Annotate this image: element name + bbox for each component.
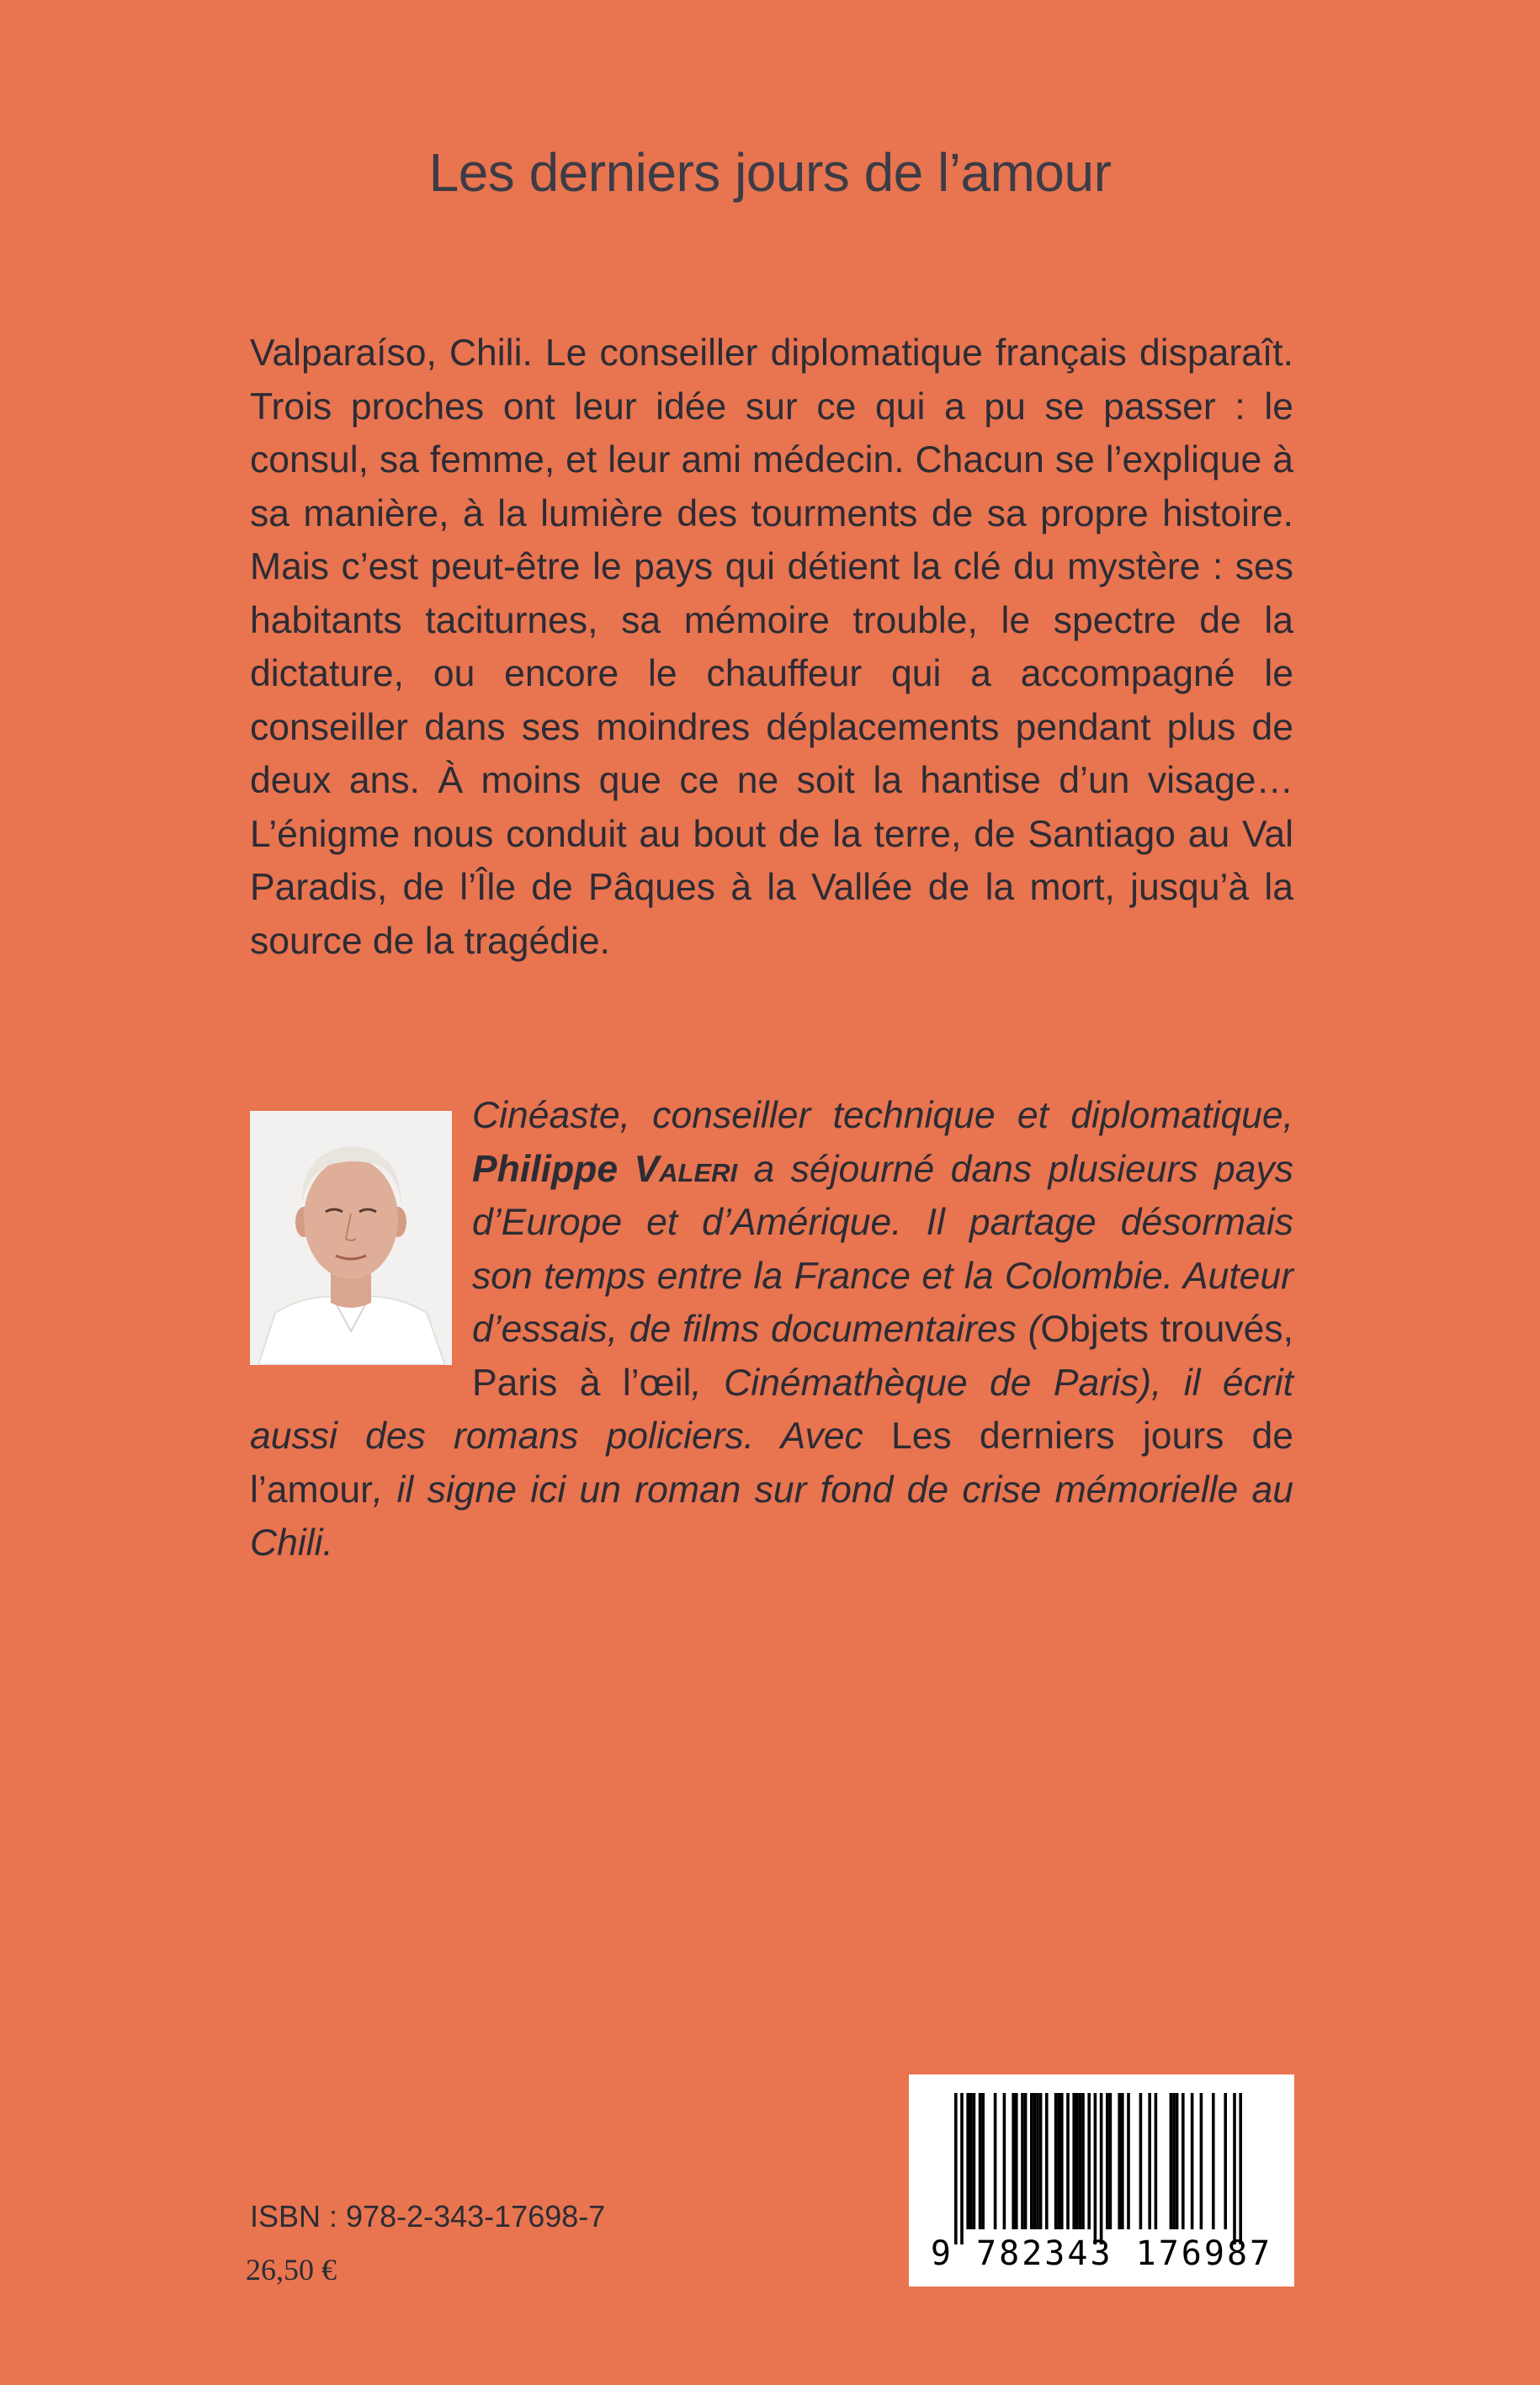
barcode-bar — [1033, 2093, 1037, 2229]
barcode-bar — [1172, 2093, 1176, 2229]
barcode-bar — [1200, 2093, 1203, 2229]
bio-part-2: a séjourné dans plusieurs pays d’Europe et d’Amérique. Il partage désormais son temps entre la France et la Colombie. Auteur d’essais, de films documentaires ( — [472, 1148, 1293, 1350]
barcode-bar — [994, 2093, 997, 2229]
book-title: Les derniers jours de l’amour — [428, 142, 1112, 203]
bio-part-1: Cinéaste, conseiller technique et diplomatique, — [472, 1095, 1293, 1136]
bio-separator: , — [691, 1362, 725, 1404]
barcode-bar — [969, 2093, 973, 2229]
barcode-bar — [1212, 2093, 1215, 2229]
barcode-bar — [1176, 2093, 1179, 2229]
barcode-bar — [1081, 2093, 1085, 2229]
barcode — [909, 2074, 1294, 2287]
barcode-bar — [1015, 2093, 1018, 2229]
barcode-bar — [1109, 2093, 1113, 2229]
barcode-bar — [1155, 2093, 1158, 2229]
barcode-bar — [1127, 2093, 1130, 2229]
author-first-name: Philippe — [472, 1148, 635, 1190]
barcode-bar — [1139, 2093, 1143, 2229]
blurb-text: Valparaíso, Chili. Le conseiller diplomatique français disparaît. Trois proches ont leur idée sur ce qui a pu se passer : le consul, sa femme, et leur ami médecin. Chacun se l’explique à sa manière, à la lumière des tourments de sa propre histoire. Mais c’est peut-être le pays qui détient la clé du mystère : ses habitants taciturnes, sa mémoire trouble, le spectre de la dictature, ou encore le chauffeur qui a accompagné le conseiller dans ses moindres déplacements pendant plus de deux ans. À moins que ce ne soit la hantise d’un visage… L’énigme nous conduit au bout de la terre, de Santiago au Val Paradis, de l’Île de Pâques à la Vallée de la mort, jusqu’à la source de la tragédie. — [250, 332, 1293, 962]
back-cover-blurb — [250, 327, 1293, 968]
author-name — [472, 1149, 737, 1190]
barcode-bar — [1224, 2093, 1227, 2229]
barcode-bar — [1106, 2093, 1109, 2229]
barcode-bar — [981, 2093, 985, 2229]
barcode-bar — [1039, 2093, 1043, 2229]
barcode-bar — [1233, 2093, 1236, 2244]
barcode-bar — [1024, 2093, 1028, 2229]
barcode-bar — [954, 2093, 958, 2244]
bio-part-4: , il signe ici un roman sur fond de crise mémorielle au Chili. — [250, 1469, 1293, 1564]
work-title-1: Objets trouvés, Paris à l’œil — [472, 1309, 1293, 1404]
barcode-bar — [960, 2093, 964, 2244]
barcode-bar — [1045, 2093, 1049, 2229]
price-label: 26,50 € — [246, 2253, 337, 2287]
barcode-bar — [979, 2093, 982, 2229]
barcode-bar — [1191, 2093, 1194, 2229]
barcode-bar — [973, 2093, 976, 2229]
barcode-bar — [1030, 2093, 1033, 2229]
barcode-bar — [1100, 2093, 1103, 2244]
barcode-bar — [1054, 2093, 1058, 2229]
barcode-bar — [1148, 2093, 1151, 2229]
barcode-bar — [1057, 2093, 1060, 2229]
work-title-3: Les derniers jours de l’amour — [250, 1416, 1293, 1511]
barcode-bar — [1118, 2093, 1121, 2229]
barcode-bar — [1066, 2093, 1070, 2229]
barcode-bar — [1170, 2093, 1173, 2229]
barcode-digits: 9 782343 176987 — [930, 2234, 1273, 2273]
author-last-name: Valeri — [634, 1148, 738, 1190]
barcode-bar — [1072, 2093, 1075, 2229]
barcode-bar — [1003, 2093, 1006, 2229]
bio-part-3: ), il écrit aussi des romans policiers. Avec — [250, 1362, 1293, 1457]
author-bio — [250, 1089, 1293, 1570]
barcode-bar — [1094, 2093, 1097, 2244]
barcode-bar — [1075, 2093, 1079, 2229]
barcode-bar — [1087, 2093, 1091, 2229]
barcode-bar — [1079, 2093, 1082, 2229]
barcode-bar — [1239, 2093, 1242, 2244]
work-title-2: Cinémathèque de Paris — [724, 1362, 1139, 1404]
barcode-bar — [1182, 2093, 1185, 2229]
barcode-bar — [1036, 2093, 1039, 2229]
barcode-bar — [1021, 2093, 1024, 2229]
barcode-bar — [1012, 2093, 1015, 2229]
photo-wrap-spacer — [250, 1089, 454, 1367]
isbn-label: ISBN : 978-2-343-17698-7 — [250, 2199, 606, 2234]
barcode-bar — [1121, 2093, 1124, 2229]
barcode-bar — [966, 2093, 969, 2229]
barcode-bar — [1060, 2093, 1064, 2229]
